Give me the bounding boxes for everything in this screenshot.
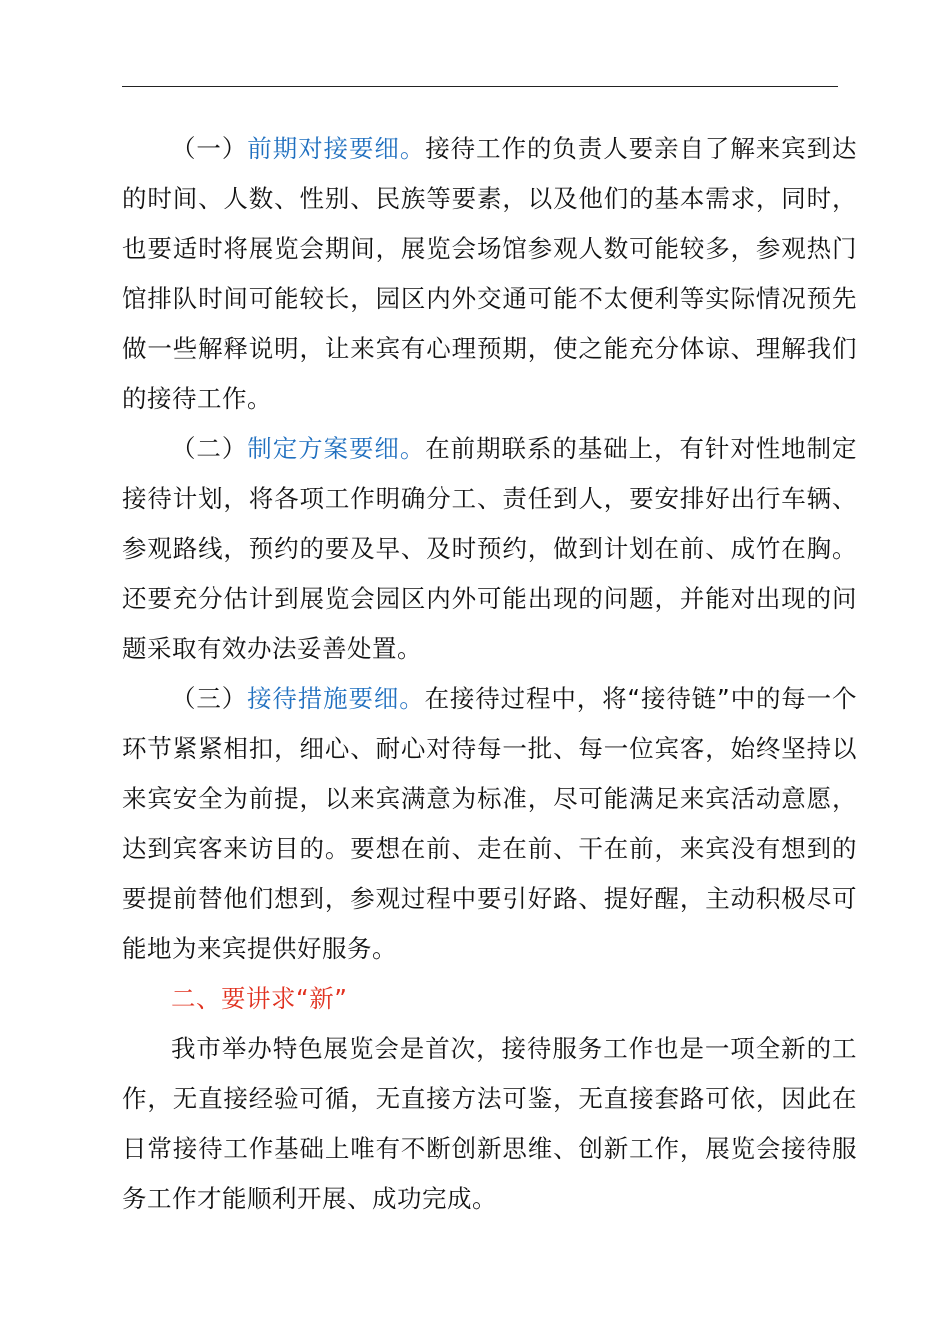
- section-3-body: 在接待过程中，将“接待链”中的每一个环节紧紧相扣，细心、耐心对待每一批、每一位宾客，始终坚持以来宾安全为前提，以来宾满意为标准，尽可能满足来宾活动意愿，达到宾客来访目的。要想在前、走在前、干在前，来宾没有想到的要提前替他们想到，参观过程中要引好路、提好醒，主动积极尽可能地为来宾提供好服务。: [122, 684, 858, 963]
- closing-paragraph: 我市举办特色展览会是首次，接待服务工作也是一项全新的工作，无直接经验可循，无直接方法可鉴，无直接套路可依，因此在日常接待工作基础上唯有不断创新思维、创新工作，展览会接待服务工作才能顺利开展、成功完成。: [122, 1034, 857, 1213]
- section-2-title: 制定方案要细。: [247, 434, 426, 463]
- section-1-title: 前期对接要细。: [247, 134, 426, 163]
- document-body: [122, 124, 857, 1224]
- section-3-paragraph: [122, 674, 857, 974]
- section-2-body: 在前期联系的基础上，有针对性地制定接待计划，将各项工作明确分工、责任到人，要安排好出行车辆、参观路线，预约的要及早、及时预约，做到计划在前、成竹在胸。还要充分估计到展览会园区内外可能出现的问题，并能对出现的问题采取有效办法妥善处置。: [122, 434, 858, 663]
- section-1-body: 接待工作的负责人要亲自了解来宾到达的时间、人数、性别、民族等要素，以及他们的基本需求，同时，也要适时将展览会期间，展览会场馆参观人数可能较多，参观热门馆排队时间可能较长，园区内外交通可能不太便利等实际情况预先做一些解释说明，让来宾有心理预期，使之能充分体谅、理解我们的接待工作。: [122, 134, 858, 413]
- section-3-title: 接待措施要细。: [247, 684, 425, 713]
- section-1-paragraph: [122, 124, 857, 424]
- section-3-prefix: （三）: [171, 684, 248, 713]
- section-1-prefix: （一）: [171, 134, 248, 163]
- section-2-paragraph: [122, 424, 857, 674]
- header-rule: [122, 86, 838, 87]
- section-heading-2: 二、要讲求“新”: [171, 984, 348, 1013]
- section-2-prefix: （二）: [171, 434, 248, 463]
